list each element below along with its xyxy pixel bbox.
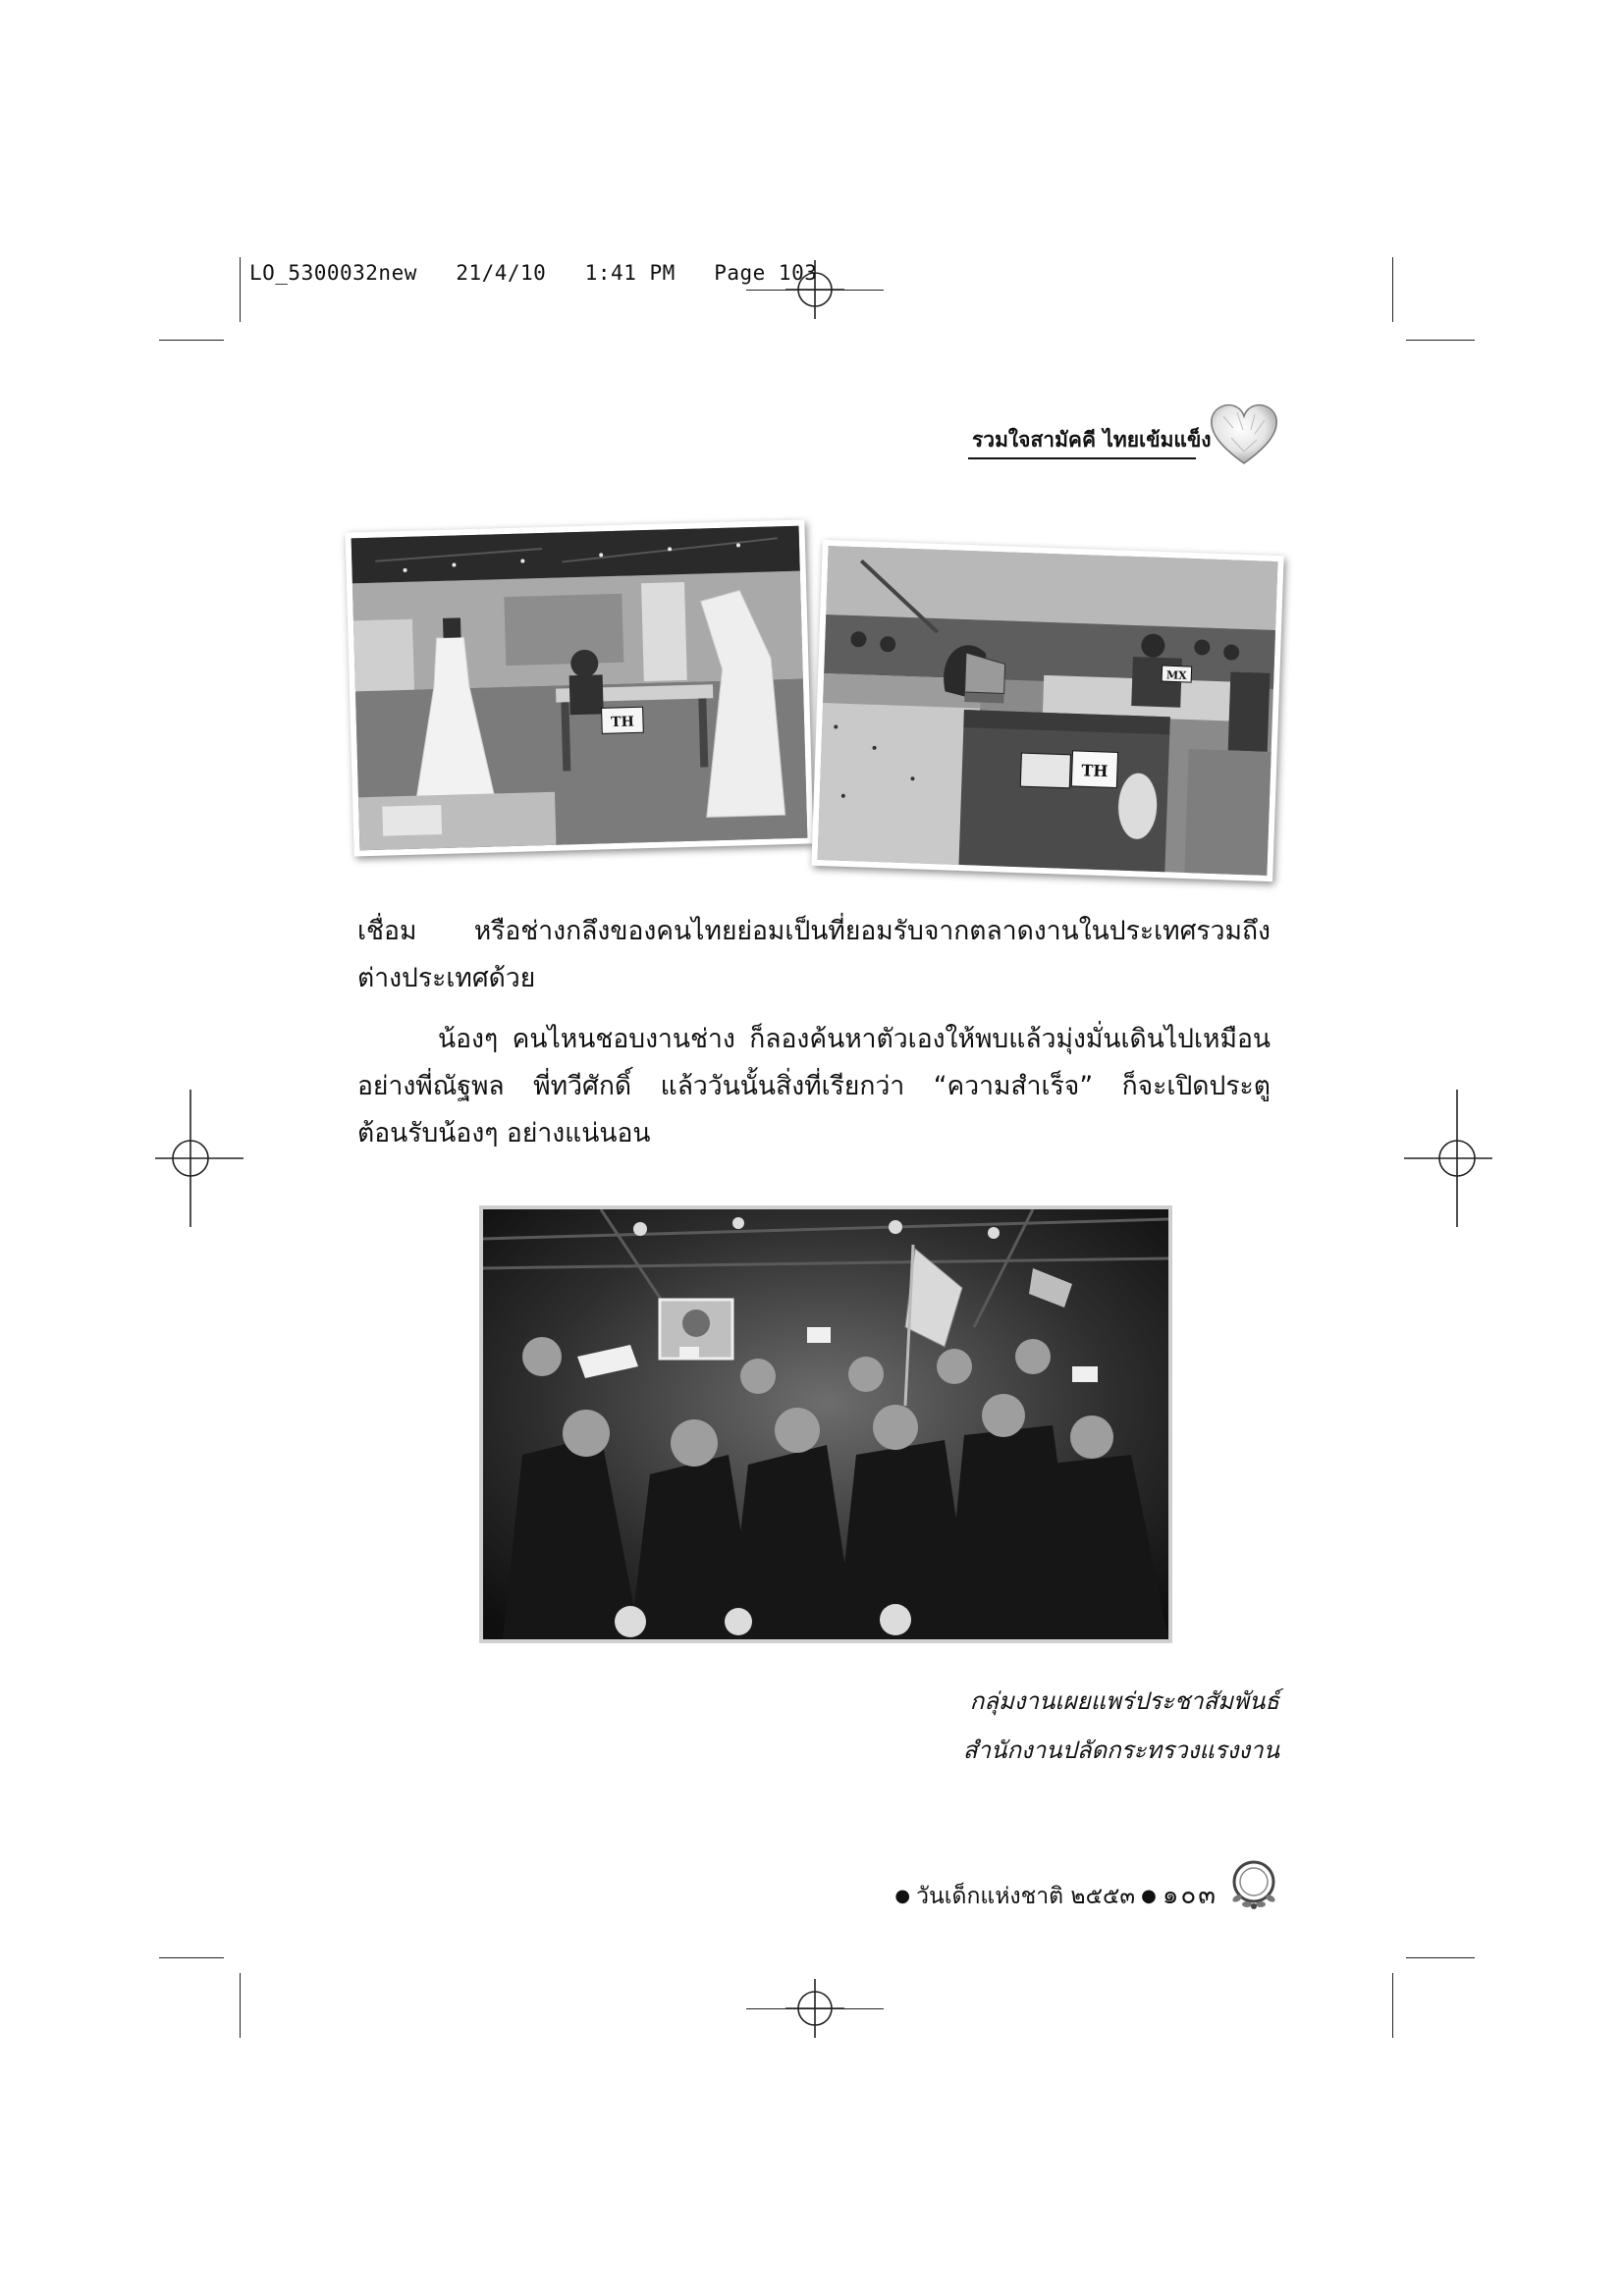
footer-bullet-left: ● bbox=[894, 1886, 911, 1906]
paragraph-2-line-3: ต้อนรับน้องๆ อย่างแน่นอน bbox=[357, 1118, 651, 1148]
photo-team-celebration bbox=[479, 1205, 1172, 1643]
paragraph-2-line-2: อย่างพี่ณัฐพล พี่ทวีศักดิ์ แล้ววันนั้นสิ่งที่เรียกว่า “ความสำเร็จ” ก็จะเปิดประตู bbox=[357, 1071, 1271, 1101]
signature-department: กลุ่มงานเผยแพร่ประชาสัมพันธ์ bbox=[969, 1687, 1279, 1715]
photo-workshop-welding-image bbox=[811, 540, 1283, 881]
registration-mark-right bbox=[1404, 1090, 1492, 1227]
page-footer bbox=[884, 1875, 1217, 1915]
slug-date: 21/4/10 bbox=[456, 261, 547, 285]
slug-file: LO_5300032new bbox=[249, 261, 417, 285]
slug-time: 1:41 PM bbox=[584, 261, 676, 285]
photo-team-celebration-image bbox=[483, 1209, 1168, 1639]
photo-sign-th-right: TH bbox=[1081, 761, 1109, 781]
slug-page: Page 103 bbox=[714, 261, 818, 285]
paragraph-2-line-1: น้องๆ คนไหนชอบงานช่าง ก็ลองค้นหาตัวเองให้พบแล้วมุ่งมั่นเดินไปเหมือน bbox=[438, 1024, 1271, 1054]
photo-workshop-dress bbox=[345, 520, 813, 857]
photo-sign-th-left: TH bbox=[610, 714, 635, 731]
footer-bullet-right: ● bbox=[1141, 1886, 1157, 1906]
running-head-title: รวมใจสามัคคี ไทยเข้มแข็ง bbox=[972, 427, 1212, 452]
photo-workshop-dress-image bbox=[345, 520, 813, 857]
wreath-icon bbox=[1225, 1855, 1282, 1912]
signature-block bbox=[963, 1677, 1279, 1775]
paragraph-1-line-2: ต่างประเทศด้วย bbox=[357, 963, 536, 993]
running-head-underline bbox=[968, 457, 1196, 459]
footer-label: วันเด็กแห่งชาติ ๒๕๕๓ bbox=[916, 1884, 1136, 1909]
registration-mark-bottom bbox=[785, 1979, 844, 2038]
signature-office: สำนักงานปลัดกระทรวงแรงงาน bbox=[962, 1736, 1279, 1764]
photo-workshop-welding bbox=[811, 540, 1283, 881]
registration-mark-left bbox=[155, 1090, 243, 1227]
paragraph-1-line-1: เชื่อม หรือช่างกลึงของคนไทยย่อมเป็นที่ยอมรับจากตลาดงานในประเทศรวมถึง bbox=[357, 916, 1271, 946]
photo-sign-mx: MX bbox=[1165, 668, 1187, 682]
page-number: ๑๐๓ bbox=[1162, 1881, 1217, 1910]
heart-icon bbox=[1208, 400, 1280, 467]
printer-slug bbox=[249, 261, 817, 285]
